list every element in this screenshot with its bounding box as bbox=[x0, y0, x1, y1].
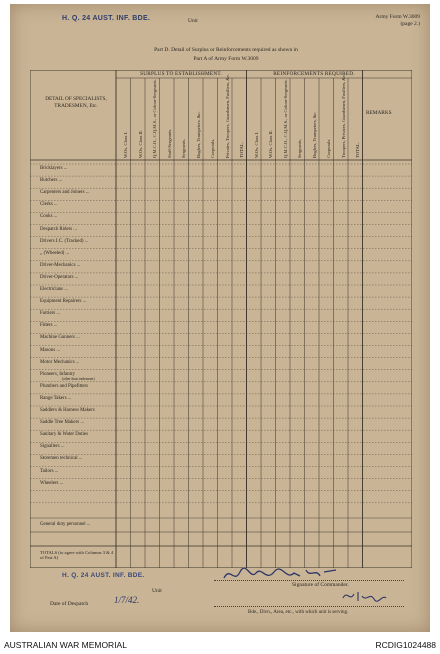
surplus-column-header-4 bbox=[163, 78, 172, 160]
trade-row-label: Cooks ... bbox=[40, 214, 58, 220]
surplus-column-header-2 bbox=[134, 78, 143, 160]
caption-source: AUSTRALIAN WAR MEMORIAL bbox=[4, 640, 127, 650]
form-page-text: (page 2.) bbox=[400, 21, 420, 27]
reinf-column-label-1: W.Os. Class I. bbox=[253, 131, 259, 158]
surplus-column-label-8: Privates, Troopers, Guardsmen, Fusiliers, &c. bbox=[224, 73, 230, 158]
surplus-header: SURPLUS TO ESTABLISHMENT. bbox=[140, 71, 222, 77]
formation-line bbox=[214, 606, 404, 607]
trade-row-label: Sanitary & Water Duties bbox=[40, 432, 89, 438]
trade-row-label: ,, (Wheeled) ... bbox=[40, 250, 70, 256]
reinf-column-label-5: Buglers, Trumpeters, &c. bbox=[311, 111, 317, 158]
form-sheet bbox=[10, 4, 430, 632]
reinf-column-header-5 bbox=[308, 78, 317, 160]
reinf-column-header-4 bbox=[293, 78, 302, 160]
surplus-column-label-9: TOTAL. bbox=[239, 142, 244, 158]
surplus-column-header-9 bbox=[235, 78, 244, 160]
surplus-column-header-7 bbox=[206, 78, 215, 160]
trade-row-label: Clerks ... bbox=[40, 202, 58, 208]
surplus-column-label-5: Sergeants. bbox=[181, 139, 186, 158]
form-number bbox=[376, 14, 420, 28]
caption-bar bbox=[0, 636, 440, 654]
surplus-column-header-6 bbox=[192, 78, 201, 160]
surplus-column-header-3 bbox=[148, 78, 157, 160]
trade-row-label: Range Takers ... bbox=[40, 395, 72, 401]
trade-row-label: Farriers ... bbox=[40, 311, 61, 317]
trade-row-label: Fitters ... bbox=[40, 323, 58, 329]
reinf-column-header-7 bbox=[337, 73, 346, 160]
reinf-column-header-2 bbox=[264, 78, 273, 160]
trade-row-label: Storemen technical ... bbox=[40, 456, 83, 462]
reinf-column-label-3: Q.M.C.O., C.Q.M.S., or Colour-Sergeants. bbox=[282, 79, 288, 158]
surplus-column-label-4: Staff-Sergeants. bbox=[166, 128, 172, 158]
reinf-column-label-4: Sergeants. bbox=[297, 139, 302, 158]
detail-table bbox=[30, 70, 412, 568]
surplus-column-header-5 bbox=[177, 78, 186, 160]
reinf-column-header-1 bbox=[250, 78, 259, 160]
signature-label: Signature of Commander. bbox=[292, 582, 349, 588]
reinf-column-header-6 bbox=[322, 78, 331, 160]
surplus-column-header-1 bbox=[119, 78, 128, 160]
surplus-column-label-2: W.Os. Class II. bbox=[137, 130, 143, 158]
trade-row-label: Saddle Tree Makers ... bbox=[40, 420, 85, 426]
trade-row-label: Plumbers and Pipefitters bbox=[40, 383, 89, 389]
despatch-date-value: 1/7/42. bbox=[114, 595, 140, 605]
trade-row-label: Driver-Operators ... bbox=[40, 274, 79, 280]
formation-handwriting bbox=[340, 588, 390, 604]
reinf-column-header-3 bbox=[279, 78, 288, 160]
despatch-date-label: Date of Despatch bbox=[50, 601, 89, 607]
general-duty-row: General duty personnel ... bbox=[40, 522, 91, 527]
trade-row-label: Butchers ... bbox=[40, 178, 63, 184]
trade-row-label: Despatch Riders ... bbox=[40, 226, 78, 232]
trade-row-label: Pioneers, Infantry bbox=[40, 371, 76, 377]
surplus-column-label-3: Q.M.C.O., C.Q.M.S., or Colour-Sergeants. bbox=[152, 79, 157, 158]
surplus-column-header-8 bbox=[221, 73, 230, 160]
surplus-column-label-6: Buglers, Trumpeters, &c. bbox=[195, 111, 201, 158]
trade-row-label: Driver-Mechanics ... bbox=[40, 262, 81, 268]
trade-row-label: Drivers I.C. (Tracked) ... bbox=[40, 238, 89, 244]
footer-unit-label: Unit bbox=[152, 588, 162, 594]
trade-row-label: Masons ... bbox=[40, 347, 61, 353]
part-title-line-2: Part A of Army Form W.3009 bbox=[193, 56, 259, 62]
pioneers-note: (other than tradesmen) bbox=[62, 376, 95, 381]
reinf-column-header-8 bbox=[351, 78, 360, 160]
unit-stamp: H. Q. 24 AUST. INF. BDE. bbox=[62, 15, 151, 22]
formation-label: Bde., Divn., Area, etc., with which unit is serving. bbox=[248, 610, 349, 615]
trade-row-label: Tailors ... bbox=[40, 468, 59, 474]
trade-row-label: Electricians ... bbox=[40, 287, 68, 292]
commander-signature bbox=[220, 564, 340, 586]
trade-row-label: Bricklayers ... bbox=[40, 166, 68, 171]
reinf-column-label-7: Troopers, Privates, Guardsmen, Fusiliers, &c. bbox=[340, 73, 346, 158]
trade-row-label: Equipment Repairers ... bbox=[40, 299, 87, 305]
trade-row-label: Motor Mechanics ... bbox=[40, 359, 80, 365]
remarks-header: REMARKS bbox=[366, 110, 392, 116]
reinforcements-header: REINFORCEMENTS REQUIRED. bbox=[273, 71, 355, 77]
trade-row-label: Machine Gunners ... bbox=[40, 335, 80, 341]
trade-row-label: Saddlers & Harness Makers bbox=[40, 408, 95, 413]
reinf-column-label-6: Corporals. bbox=[326, 138, 331, 158]
reinf-column-label-8: TOTAL. bbox=[355, 142, 360, 158]
unit-label: Unit bbox=[188, 18, 198, 24]
caption-id: RCDIG1024488 bbox=[375, 640, 436, 650]
part-title-line-1: Part D. Detail of Surplus or Reinforcements required as shown in bbox=[154, 47, 298, 53]
detail-column-header: DETAIL OF SPECIALISTS, TRADESMEN, Etc. bbox=[45, 96, 107, 109]
trade-row-label: Carpenters and Joiners ... bbox=[40, 190, 90, 196]
totals-row-label: TOTALS (to agree with Columns 3 & 4 of Part A) bbox=[40, 550, 114, 561]
reinf-column-label-2: W.Os. Class II. bbox=[268, 130, 273, 158]
footer-unit-stamp: H. Q. 24 AUST. INF. BDE. bbox=[62, 572, 145, 579]
form-number-text: Army Form W.3009 bbox=[375, 14, 420, 20]
surplus-column-label-1: W.Os. Class I. bbox=[123, 131, 128, 158]
trade-row-label: Signallers ... bbox=[40, 444, 65, 450]
surplus-column-label-7: Corporals. bbox=[210, 138, 215, 158]
trade-row-label: Wheelers ... bbox=[40, 480, 64, 486]
